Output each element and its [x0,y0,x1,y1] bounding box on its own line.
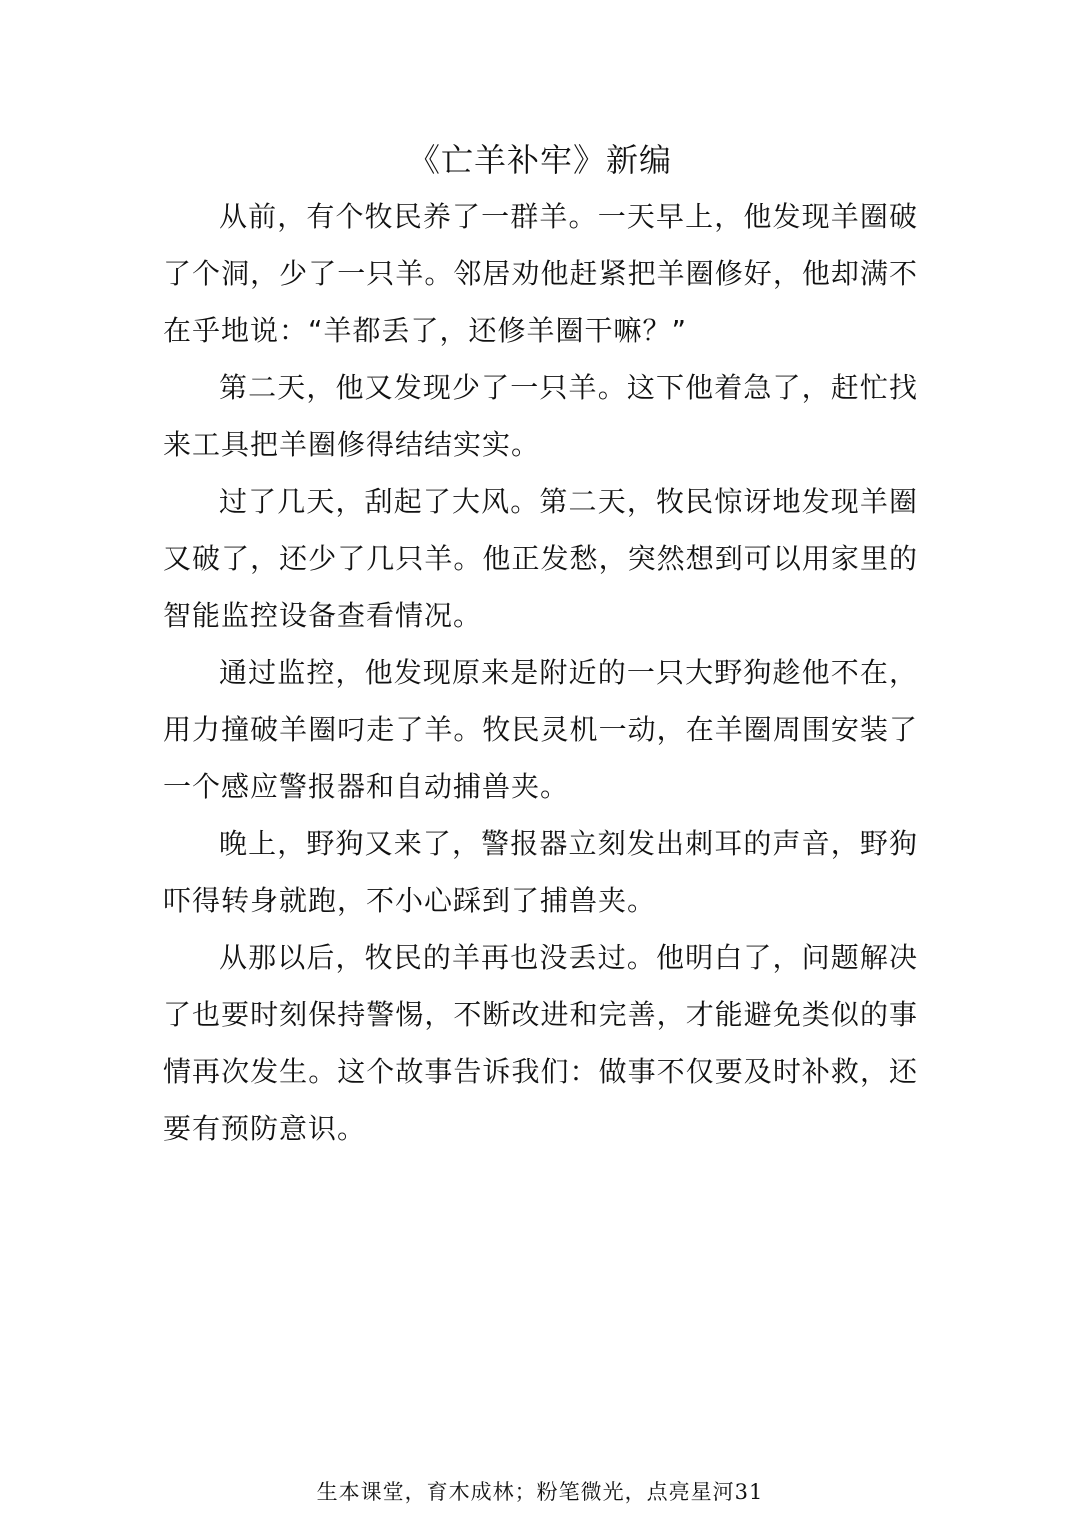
paragraph-1: 从前，有个牧民养了一群羊。一天早上，他发现羊圈破了个洞，少了一只羊。邻居劝他赶紧把羊圈修好，他却满不在乎地说：“羊都丢了，还修羊圈干嘛？” [163,200,918,347]
paragraph-6: 从那以后，牧民的羊再也没丢过。他明白了，问题解决了也要时刻保持警惕，不断改进和完善，才能避免类似的事情再次发生。这个故事告诉我们：做事不仅要及时补救，还要有预防意识。 [163,941,918,1145]
paragraph-2: 第二天，他又发现少了一只羊。这下他着急了，赶忙找来工具把羊圈修得结结实实。 [163,371,918,461]
paragraph-3: 过了几天，刮起了大风。第二天，牧民惊讶地发现羊圈又破了，还少了几只羊。他正发愁，突然想到可以用家里的智能监控设备查看情况。 [163,485,918,632]
paragraph-4: 通过监控，他发现原来是附近的一只大野狗趁他不在，用力撞破羊圈叼走了羊。牧民灵机一动，在羊圈周围安装了一个感应警报器和自动捕兽夹。 [163,656,918,803]
document-body [163,188,918,1157]
document-title: 《亡羊补牢》新编 [407,141,672,179]
paragraph-5: 晚上，野狗又来了，警报器立刻发出刺耳的声音，野狗吓得转身就跑，不小心踩到了捕兽夹。 [163,827,918,917]
page-footer: 生本课堂，育木成林；粉笔微光，点亮星河31 [316,1480,764,1504]
